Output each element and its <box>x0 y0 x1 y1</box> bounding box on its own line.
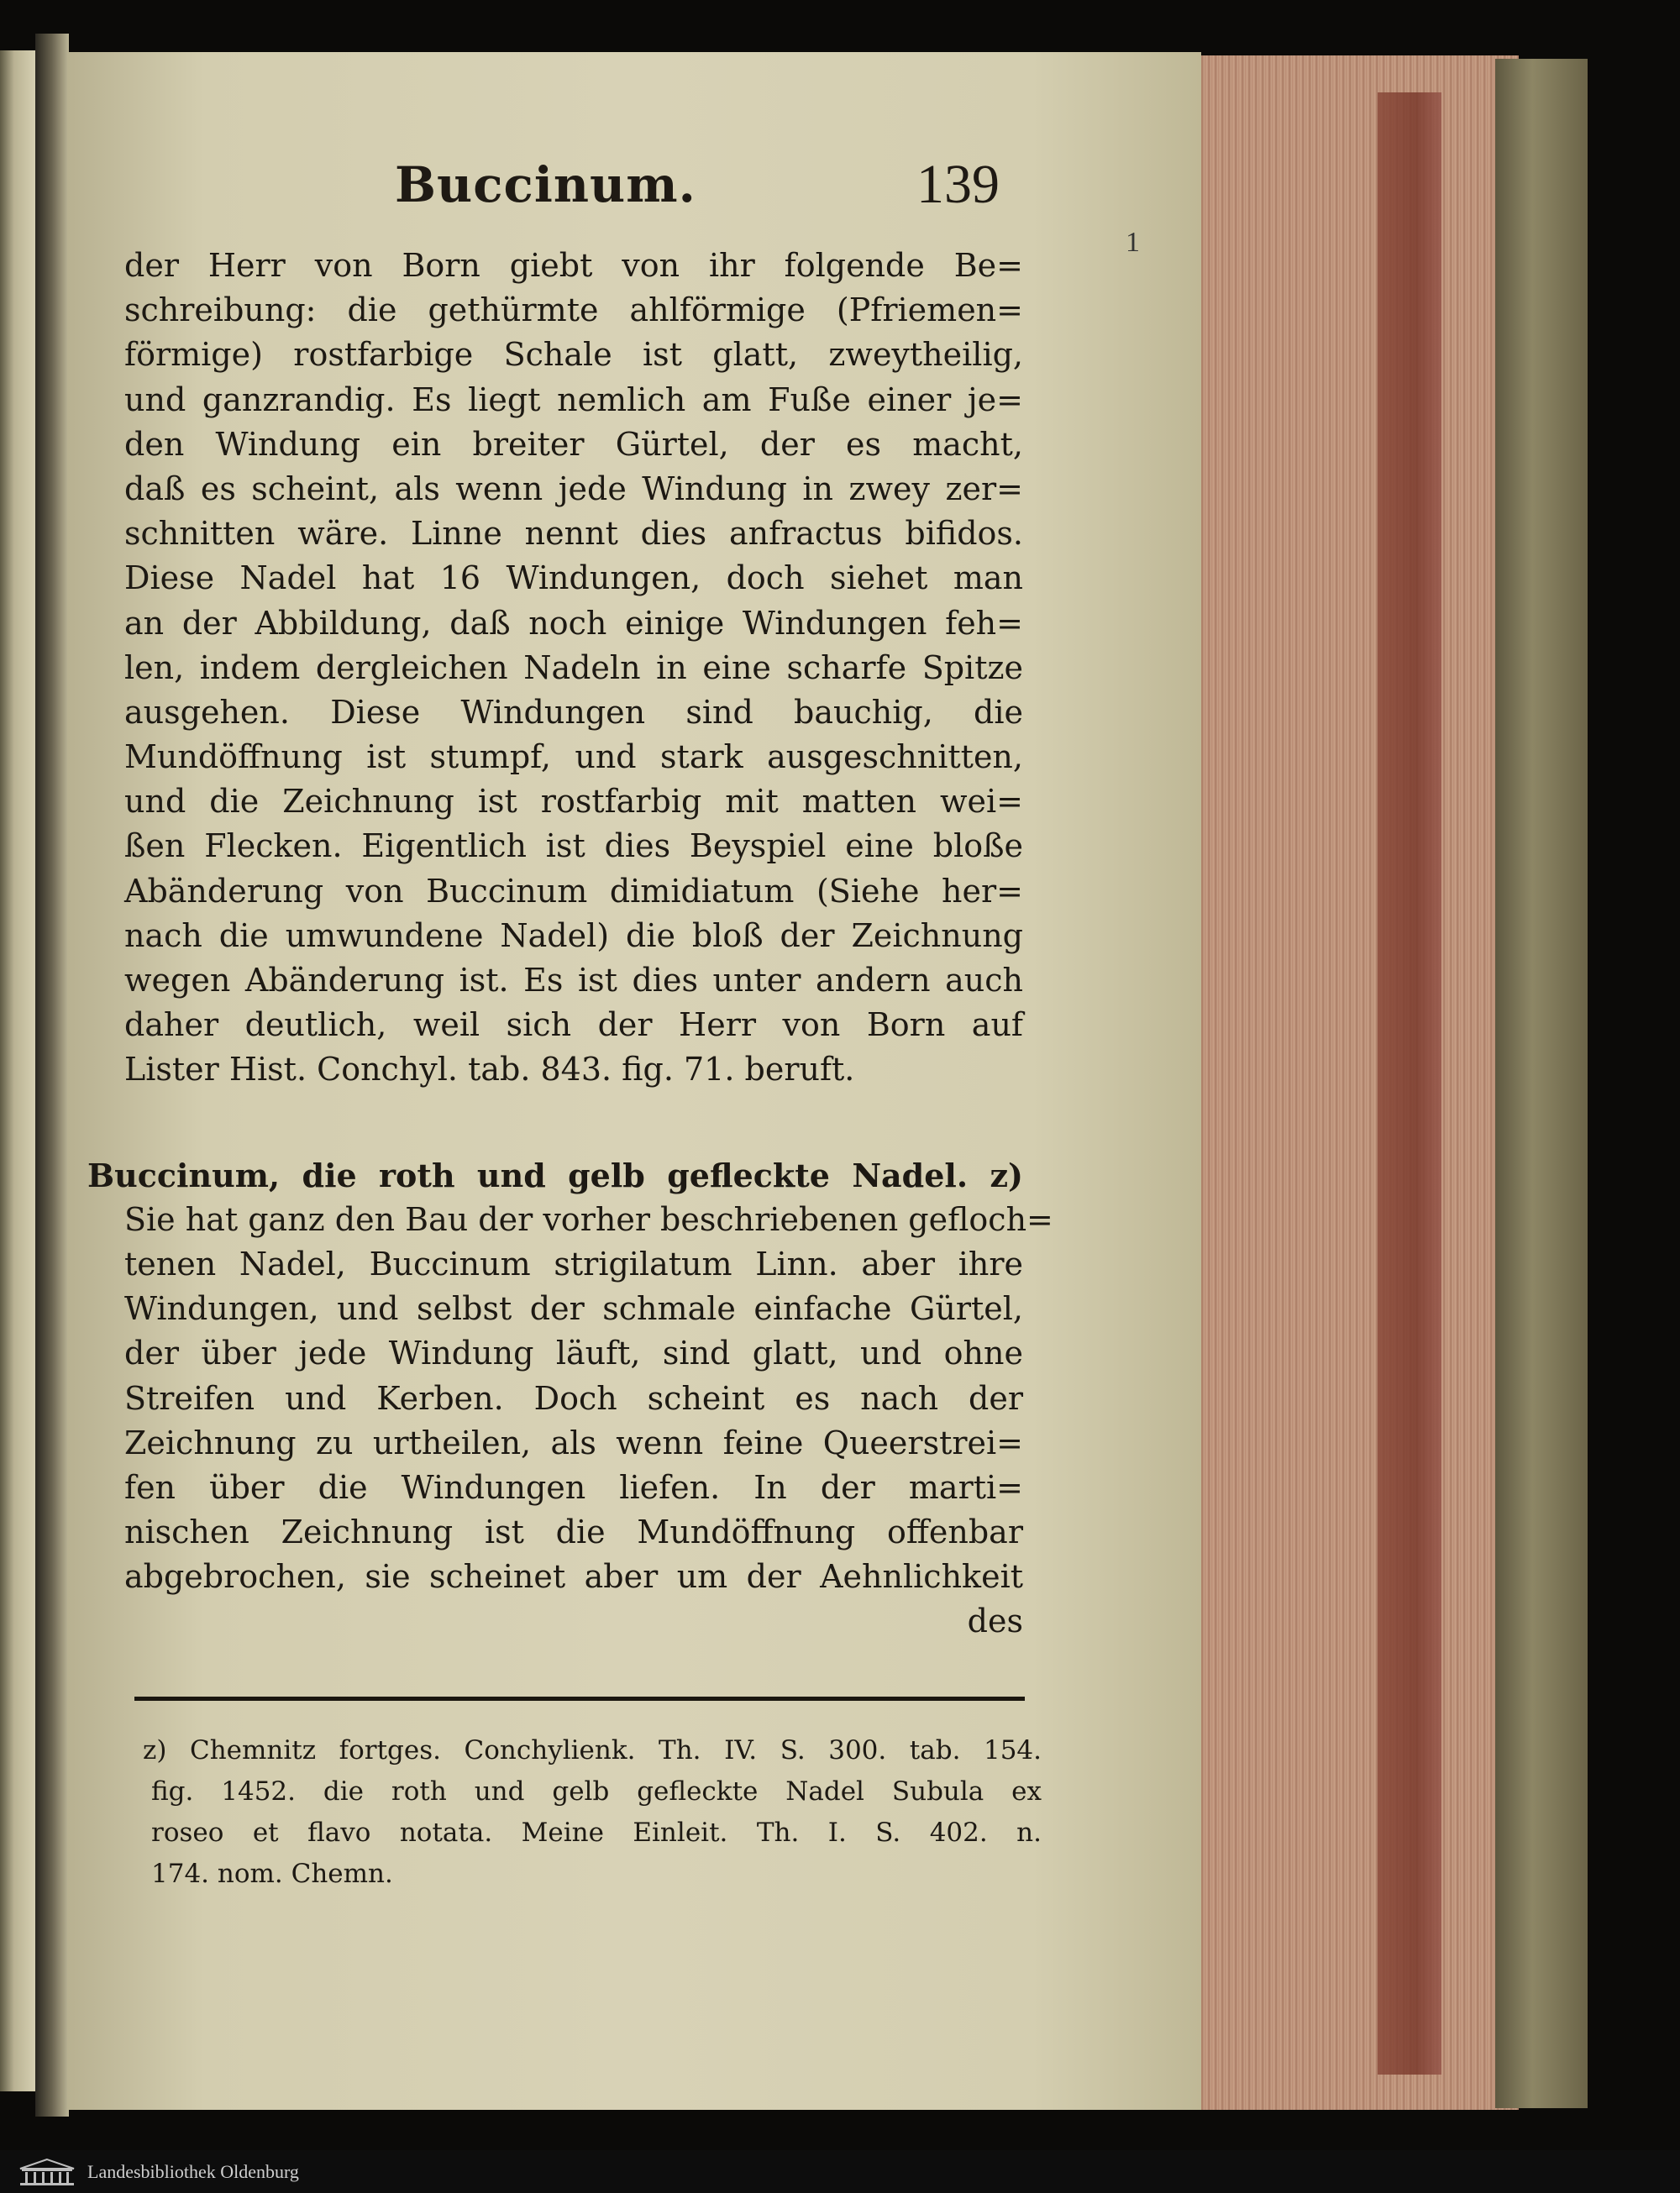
text-line: abgebrochen, sie scheinet aber um der Aehnlichkeit <box>124 1558 1023 1596</box>
text-line: und ganzrandig. Es liegt nemlich am Fuße einer je= <box>124 380 1023 418</box>
text-line: Streifen und Kerben. Doch scheint es nach der <box>124 1379 1023 1417</box>
text-line: schnitten wäre. Linne nennt dies anfractus bifidos. <box>124 515 1023 553</box>
catchword: des <box>967 1603 1023 1640</box>
paragraph-gap <box>124 1093 1023 1153</box>
text-line: Windungen, und selbst der schmale einfache Gürtel, <box>124 1290 1023 1328</box>
text-line: an der Abbildung, daß noch einige Windungen feh= <box>124 604 1023 642</box>
footnote-rule <box>134 1697 1025 1701</box>
text-line: Lister Hist. Conchyl. tab. 843. fig. 71. beruft. <box>124 1051 855 1089</box>
footer-bar <box>0 2150 1680 2193</box>
margin-mark: 1 <box>1126 227 1140 258</box>
footnote-line: roseo et flavo notata. Meine Einleit. Th. I. S. 402. n. <box>151 1818 1042 1848</box>
text-line: wegen Abänderung ist. Es ist dies unter andern auch <box>124 962 1023 999</box>
text-line: Mundöffnung ist stumpf, und stark ausgeschnitten, <box>124 738 1023 776</box>
text-line: nach die umwundene Nadel) die bloß der Zeichnung <box>124 916 1023 954</box>
page-number: 139 <box>916 154 1000 215</box>
text-line: den Windung ein breiter Gürtel, der es macht, <box>124 425 1023 463</box>
left-page-edge <box>0 50 35 2091</box>
text-line: Zeichnung zu urtheilen, als wenn feine Queerstrei= <box>124 1424 1023 1461</box>
page-block-shadow <box>1378 92 1441 2075</box>
footnote-line: fig. 1452. die roth und gelb gefleckte Nadel Subula ex <box>151 1776 1042 1807</box>
footnote-line: z) Chemnitz fortges. Conchylienk. Th. IV. S. 300. tab. 154. <box>143 1735 1042 1765</box>
text-line: förmige) rostfarbige Schale ist glatt, zweytheilig, <box>124 336 1023 374</box>
book-gutter <box>35 34 69 2117</box>
text-line: der über jede Windung läuft, sind glatt, und ohne <box>124 1335 1023 1372</box>
paragraph-1 <box>124 244 1023 1093</box>
footnote <box>143 1730 1042 1895</box>
body-text <box>87 244 1053 1645</box>
library-name: Landesbibliothek Oldenburg <box>87 2160 299 2182</box>
library-building-icon <box>12 2155 82 2189</box>
text-line: ßen Flecken. Eigentlich ist dies Beyspiel eine bloße <box>124 827 1023 865</box>
text-line: und die Zeichnung ist rostfarbig mit matten wei= <box>124 783 1023 821</box>
text-line: daher deutlich, weil sich der Herr von Born auf <box>124 1006 1023 1044</box>
book-cover-edge <box>1495 59 1588 2108</box>
text-line: Abänderung von Buccinum dimidiatum (Siehe her= <box>124 872 1023 910</box>
text-line: tenen Nadel, Buccinum strigilatum Linn. aber ihre <box>124 1245 1023 1283</box>
running-head <box>395 147 1000 223</box>
text-line: schreibung: die gethürmte ahlförmige (Pfriemen= <box>124 291 1023 329</box>
entry-heading-line: Buccinum, die roth und gelb gefleckte Nadel. z) <box>87 1156 1023 1194</box>
text-line: der Herr von Born giebt von ihr folgende Be= <box>124 247 1023 284</box>
running-head-title: Buccinum. <box>395 156 696 213</box>
page-block-edges <box>1191 55 1519 2110</box>
text-line: Diese Nadel hat 16 Windungen, doch siehet man <box>124 559 1023 597</box>
text-line: fen über die Windungen liefen. In der marti= <box>124 1468 1023 1506</box>
text-line: daß es scheint, als wenn jede Windung in zwey zer= <box>124 470 1023 507</box>
text-line: nischen Zeichnung ist die Mundöffnung offenbar <box>124 1514 1023 1551</box>
footnote-line: 174. nom. Chemn. <box>151 1859 393 1889</box>
text-line: len, indem dergleichen Nadeln in eine scharfe Spitze <box>124 648 1023 686</box>
paragraph-2 <box>87 1153 1053 1645</box>
text-line: Sie hat ganz den Bau der vorher beschriebenen gefloch= <box>124 1200 1053 1238</box>
text-line: ausgehen. Diese Windungen sind bauchig, die <box>124 693 1023 731</box>
